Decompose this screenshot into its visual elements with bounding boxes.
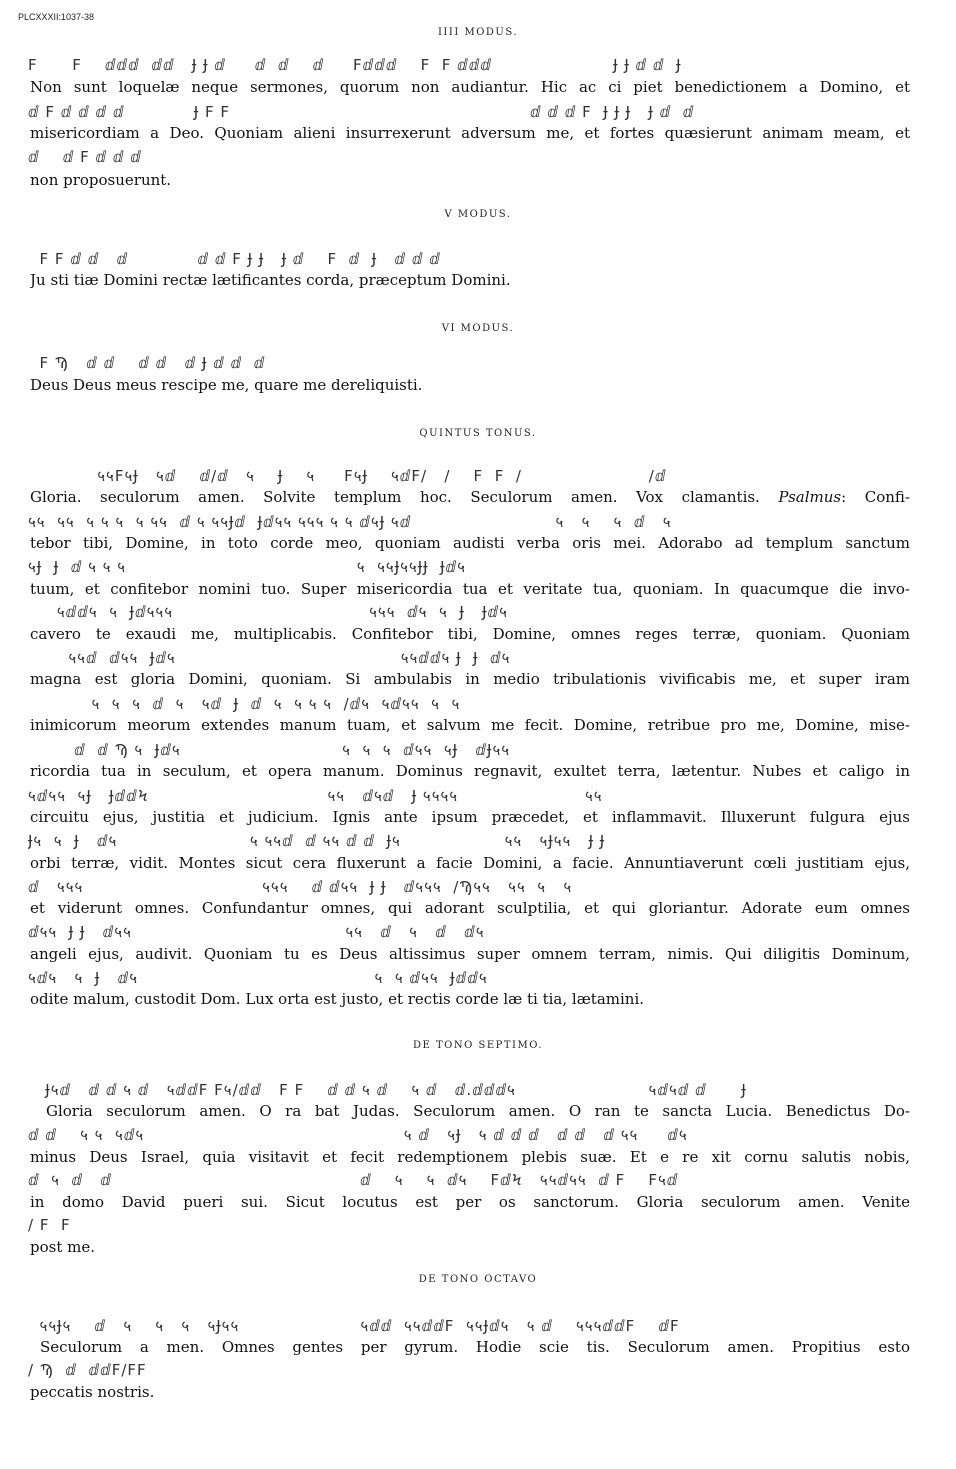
text-line: in domo David pueri sui. Sicut locutus est per os sanctorum. Gloria seculorum amen. Venite	[30, 1193, 910, 1211]
neume-row: ५५ ५५ ५ ५ ५ ५ ५५ ⅆ ५ ५५Ɉⅆ Ɉⅆ५५ ५५५ ५ ५ ⅆ५Ɉ ५ⅆ ५ ५ ५ ⅆ ५	[28, 513, 672, 531]
psalmus-label: Psalmus	[778, 488, 842, 506]
neume-row: ⅆ ⅆ ५ ५ ५ⅆ५ ५ ⅆ ५Ɉ ५ ⅆ ⅆ ⅆ ⅆ ⅆ ⅆ ५५ ⅆ५	[28, 1126, 688, 1144]
text-line: minus Deus Israel, quia visitavit et fecit redemptionem plebis suæ. Et e re xit cornu salutis nobis,	[30, 1148, 910, 1166]
neume-row: ५Ɉ Ɉ ⅆ ५ ५ ५ ५ ५५Ɉ५५ɈɈ Ɉⅆ५	[28, 558, 466, 576]
text-line: Non sunt loquelæ neque sermones, quorum non audiantur. Hic ac ci piet benedictionem a Domino, et	[30, 78, 910, 96]
text-run: : Confi-	[841, 488, 910, 506]
text-line: ricordia tua in seculum, et opera manum. Dominus regnavit, exultet terra, lætentur. Nubes et caligo in	[30, 762, 910, 780]
text-line: et viderunt omnes. Confundantur omnes, qui adorant sculptilia, et qui gloriantur. Adorate eum omnes	[30, 899, 910, 917]
neume-row: Ϝ Ϡ ⅆ ⅆ ⅆ ⅆ ⅆ Ɉ ⅆ ⅆ ⅆ	[28, 354, 266, 372]
text-line: Deus Deus meus rescipe me, quare me dereliquisti.	[30, 376, 423, 394]
text-line: post me.	[30, 1238, 95, 1256]
neume-row: ५ⅆ५५ ५Ɉ ɈⅆⅆϞ ५५ ⅆ५ⅆ Ɉ ५५५५ ५५	[28, 787, 603, 805]
section-heading-modus-6: VI MODUS.	[441, 323, 515, 334]
neume-row: ५५ⅆ ⅆ५५ Ɉⅆ५ ५५ⅆⅆ५ Ɉ Ɉ ⅆ५	[28, 649, 511, 667]
neume-row: Ɉ५ⅆ ⅆ ⅆ ५ ⅆ ५ⅆⅆϜ Ϝ५/ⅆⅆ Ϝ Ϝ ⅆ ⅆ ५ ⅆ ५ ⅆ ⅆ.ⅆⅆⅆ५ ५ⅆ५ⅆ ⅆ Ɉ	[28, 1081, 747, 1099]
neume-row: Ϝ Ϝ ⅆⅆⅆ ⅆⅆ Ɉ Ɉ ⅆ ⅆ ⅆ ⅆ Ϝⅆⅆⅆ Ϝ Ϝ ⅆⅆⅆ Ɉ Ɉ ⅆ ⅆ Ɉ	[28, 56, 682, 74]
text-line: tebor tibi, Domine, in toto corde meo, quoniam audisti verba oris mei. Adorabo ad templum sanctum	[30, 534, 910, 552]
text-line: Seculorum a men. Omnes gentes per gyrum. Hodie scie tis. Seculorum amen. Propitius esto	[40, 1338, 910, 1356]
text-line: magna est gloria Domini, quoniam. Si ambulabis in medio tribulationis vivificabis me, et super iram	[30, 670, 910, 688]
text-line: non proposuerunt.	[30, 171, 172, 189]
neume-row: ५ⅆⅆ५ ५ Ɉⅆ५५५ ५५५ ⅆ५ ५ Ɉ Ɉⅆ५	[28, 603, 508, 621]
text-line: Ju sti tiæ Domini rectæ lætificantes corda, præceptum Domini.	[30, 271, 511, 289]
page-reference: PLCXXXII:1037-38	[18, 12, 95, 22]
section-heading-tono-septimo: DE TONO SEPTIMO.	[412, 1040, 544, 1051]
neume-row: ५५Ɉ५ ⅆ ५ ५ ५ ५Ɉ५५ ५ⅆⅆ ५५ⅆⅆϜ ५५Ɉⅆ५ ५ ⅆ ५५५ⅆⅆϜ ⅆϜ	[28, 1317, 680, 1335]
neume-row: ⅆ ⅆ Ϡ ५ Ɉⅆ५ ५ ५ ५ ⅆ५५ ५Ɉ ⅆɈ५५	[28, 741, 511, 759]
section-heading-tono-octavo: DE TONO OCTAVO	[418, 1274, 538, 1285]
neume-row: ⅆ५५ Ɉ Ɉ ⅆ५५ ५५ ⅆ ५ ⅆ ⅆ५	[28, 923, 485, 941]
neume-row: / Ϡ ⅆ ⅆⅆϜ/ϜϜ	[28, 1361, 147, 1379]
neume-row: / Ϝ Ϝ	[28, 1216, 71, 1234]
text-line: tuum, et confitebor nomini tuo. Super misericordia tua et veritate tua, quoniam. In quacumque die invo-	[30, 580, 910, 598]
neume-row: ५ ५ ५ ⅆ ५ ५ⅆ Ɉ ⅆ ५ ५ ५ ५ /ⅆ५ ५ⅆ५५ ५ ५	[28, 695, 461, 713]
neume-row: Ϝ Ϝ ⅆ ⅆ ⅆ ⅆ ⅆ Ϝ Ɉ Ɉ Ɉ ⅆ Ϝ ⅆ Ɉ ⅆ ⅆ ⅆ	[28, 250, 441, 268]
text-line: orbi terræ, vidit. Montes sicut cera fluxerunt a facie Domini, a facie. Annuntiaverunt cœli justitiam ejus,	[30, 854, 910, 872]
text-run: Gloria. seculorum amen. Solvite templum hoc. Seculorum amen. Vox clamantis.	[30, 488, 760, 506]
neume-row: ⅆ Ϝ ⅆ ⅆ ⅆ ⅆ Ɉ Ϝ Ϝ ⅆ ⅆ ⅆ Ϝ Ɉ Ɉ Ɉ Ɉ ⅆ ⅆ	[28, 103, 695, 121]
text-line: angeli ejus, audivit. Quoniam tu es Deus altissimus super omnem terram, nimis. Qui diligitis Dominum,	[30, 945, 910, 963]
neume-row: ⅆ ५५५ ५५५ ⅆ ⅆ५५ Ɉ Ɉ ⅆ५५५ /Ϡ५५ ५५ ५ ५	[28, 878, 573, 896]
text-line: odite malum, custodit Dom. Lux orta est justo, et rectis corde læ ti tia, lætamini.	[30, 990, 645, 1008]
neume-row: ५५Ϝ५Ɉ ५ⅆ ⅆ/ⅆ ५ Ɉ ५ Ϝ५Ɉ ५ⅆϜ/ / Ϝ Ϝ / /ⅆ	[28, 467, 667, 485]
neume-row: ⅆ ५ ⅆ ⅆ ⅆ ५ ५ ⅆ५ ϜⅆϞ ५५ⅆ५५ ⅆ Ϝ Ϝ५ⅆ	[28, 1171, 679, 1189]
text-line	[30, 488, 910, 506]
text-line: cavero te exaudi me, multiplicabis. Confitebor tibi, Domine, omnes reges terræ, quoniam. Quoniam	[30, 625, 910, 643]
text-line: peccatis nostris.	[30, 1383, 155, 1401]
neume-row: ⅆ ⅆ Ϝ ⅆ ⅆ ⅆ	[28, 148, 142, 166]
text-line: misericordiam a Deo. Quoniam alieni insurrexerunt adversum me, et fortes quæsierunt animam meam, et	[30, 124, 910, 142]
text-line: inimicorum meorum extendes manum tuam, et salvum me fecit. Domine, retribue pro me, Domine, mise-	[30, 716, 910, 734]
section-heading-quintus-tonus: QUINTUS TONUS.	[419, 428, 537, 439]
text-line: Gloria seculorum amen. O ra bat Judas. Seculorum amen. O ran te sancta Lucia. Benedictus Do-	[46, 1102, 910, 1120]
text-line: circuitu ejus, justitia et judicium. Ignis ante ipsum præcedet, et inflammavit. Illuxerunt fulgura ejus	[30, 808, 910, 826]
neume-row: ५ⅆ५ ५ Ɉ ⅆ५ ५ ५ ⅆ५५ Ɉⅆⅆ५	[28, 969, 488, 987]
neume-row: Ɉ५ ५ Ɉ ⅆ५ ५ ५५ⅆ ⅆ ५५ ⅆ ⅆ Ɉ५ ५५ ५Ɉ५५ Ɉ Ɉ	[28, 832, 606, 850]
section-heading-modus-4: IIII MODUS.	[437, 27, 519, 38]
section-heading-modus-5: V MODUS.	[444, 209, 512, 220]
